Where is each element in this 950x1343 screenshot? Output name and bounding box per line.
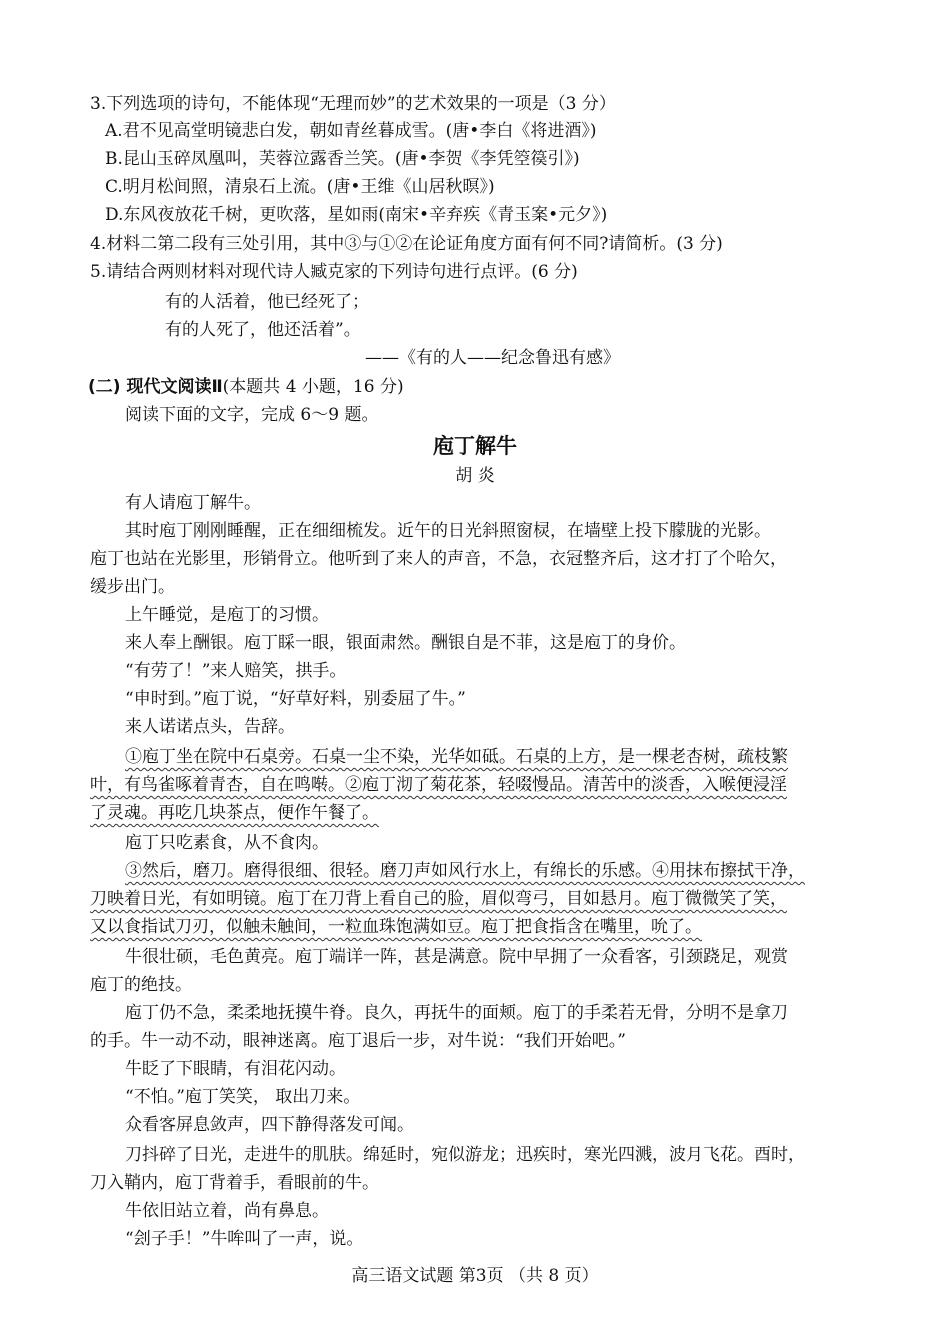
article-author: 胡 炎	[455, 466, 495, 486]
question-5-stem: 5.请结合两则材料对现代诗人臧克家的下列诗句进行点评。(6 分)	[90, 262, 578, 282]
question-3-option-b: B.昆山玉碎凤凰叫，芙蓉泣露香兰笑。(唐•李贺《李凭箜篌引》)	[105, 149, 580, 169]
article-line-underlined: ①庖丁坐在院中石桌旁。石桌一尘不染，光华如砥。石桌的上方，是一棵老杏树，疏枝繁	[125, 747, 788, 767]
article-line: “有劳了！”来人赔笑，拱手。	[125, 661, 347, 681]
question-4-stem: 4.材料二第二段有三处引用，其中③与①②在论证角度方面有何不同?请简析。(3 分)	[90, 234, 723, 254]
article-line: 庖丁的绝技。	[90, 975, 192, 995]
article-line-underlined: ③然后，磨刀。磨得很细、很轻。磨刀声如风行水上，有绵长的乐感。④用抹布擦拭干净，	[125, 861, 805, 881]
article-line-underlined: 了灵魂。再吃几块茶点，便作午餐了。	[90, 803, 379, 823]
question-3-option-d: D.东风夜放花千树，更吹落，星如雨(南宋•辛弃疾《青玉案•元夕》)	[105, 205, 608, 225]
page-footer: 高三语文试题 第3页 （共 8 页）	[351, 1266, 599, 1286]
article-line: 牛眨了下眼睛，有泪花闪动。	[125, 1059, 346, 1079]
article-line: 牛很壮硕，毛色黄亮。庖丁端详一阵，甚是满意。院中早拥了一众看客，引颈跷足，观赏	[125, 947, 788, 967]
section-instruction: 阅读下面的文字，完成 6～9 题。	[125, 405, 379, 425]
article-line: 庖丁仍不急，柔柔地抚摸牛脊。良久，再抚牛的面颊。庖丁的手柔若无骨，分明不是拿刀	[125, 1003, 788, 1023]
article-line-underlined: 刀映着日光，有如明镜。庖丁在刀背上看自己的脸，眉似弯弓，目如悬月。庖丁微微笑了笑，	[90, 889, 787, 909]
question-3-option-c: C.明月松间照，清泉石上流。(唐•王维《山居秋暝》)	[105, 177, 495, 197]
question-3-option-a: A.君不见高堂明镜悲白发，朝如青丝暮成雪。(唐•李白《将进酒》)	[105, 121, 597, 141]
article-line: 缓步出门。	[90, 577, 175, 597]
poem-line-1: 有的人活着，他已经死了；	[165, 292, 369, 312]
section-heading	[88, 373, 404, 401]
article-line: 来人奉上酬银。庖丁睬一眼，银面肃然。酬银自是不菲，这是庖丁的身价。	[125, 633, 686, 653]
article-line: 刀入鞘内，庖丁背着手，看眼前的牛。	[90, 1173, 379, 1193]
article-line: 众看客屏息敛声，四下静得落发可闻。	[125, 1115, 414, 1135]
article-line: 刀抖碎了日光，走进牛的肌肤。绵延时，宛似游龙；迅疾时，寒光四溅，波月飞花。酉时，	[125, 1145, 805, 1165]
article-line: 的手。牛一动不动，眼神迷离。庖丁退后一步，对牛说：“我们开始吧。”	[90, 1031, 626, 1051]
article-line: 牛依旧站立着，尚有鼻息。	[125, 1201, 329, 1221]
article-line: 有人请庖丁解牛。	[125, 493, 261, 513]
article-line: 庖丁也站在光影里，形销骨立。他听到了来人的声音，不急，衣冠整齐后，这才打了个哈欠，	[90, 549, 787, 569]
article-title: 庖丁解牛	[433, 434, 517, 458]
poem-line-2: 有的人死了，他还活着”。	[165, 320, 361, 340]
article-line: 其时庖丁刚刚睡醒，正在细细梳发。近午的日光斜照窗棂，在墙壁上投下朦胧的光影。	[125, 521, 771, 541]
section-heading-note: (本题共 4 小题，16 分)	[222, 377, 404, 397]
article-line: 庖丁只吃素食，从不食肉。	[125, 833, 329, 853]
question-3-stem: 3.下列选项的诗句，不能体现“无理而妙”的艺术效果的一项是（3 分）	[90, 94, 616, 114]
article-line: “刽子手！”牛哞叫了一声，说。	[125, 1229, 364, 1249]
article-line-underlined: 叶，有鸟雀啄着青杏，自在鸣啭。②庖丁沏了菊花茶，轻啜慢品。清苦中的淡香，入喉便浸淫	[90, 775, 787, 795]
poem-source: ——《有的人——纪念鲁迅有感》	[365, 348, 620, 368]
article-line: “不怕。”庖丁笑笑， 取出刀来。	[125, 1087, 361, 1107]
article-line: 上午睡觉，是庖丁的习惯。	[125, 605, 329, 625]
article-line-underlined: 又以食指试刀刃，似触未触间，一粒血珠饱满如豆。庖丁把食指含在嘴里，吮了。	[90, 917, 702, 937]
article-line: “申时到。”庖丁说，“好草好料，别委屈了牛。”	[125, 689, 466, 709]
section-heading-title: (二) 现代文阅读Ⅱ	[88, 377, 223, 397]
article-line: 来人诺诺点头，告辞。	[125, 717, 295, 737]
